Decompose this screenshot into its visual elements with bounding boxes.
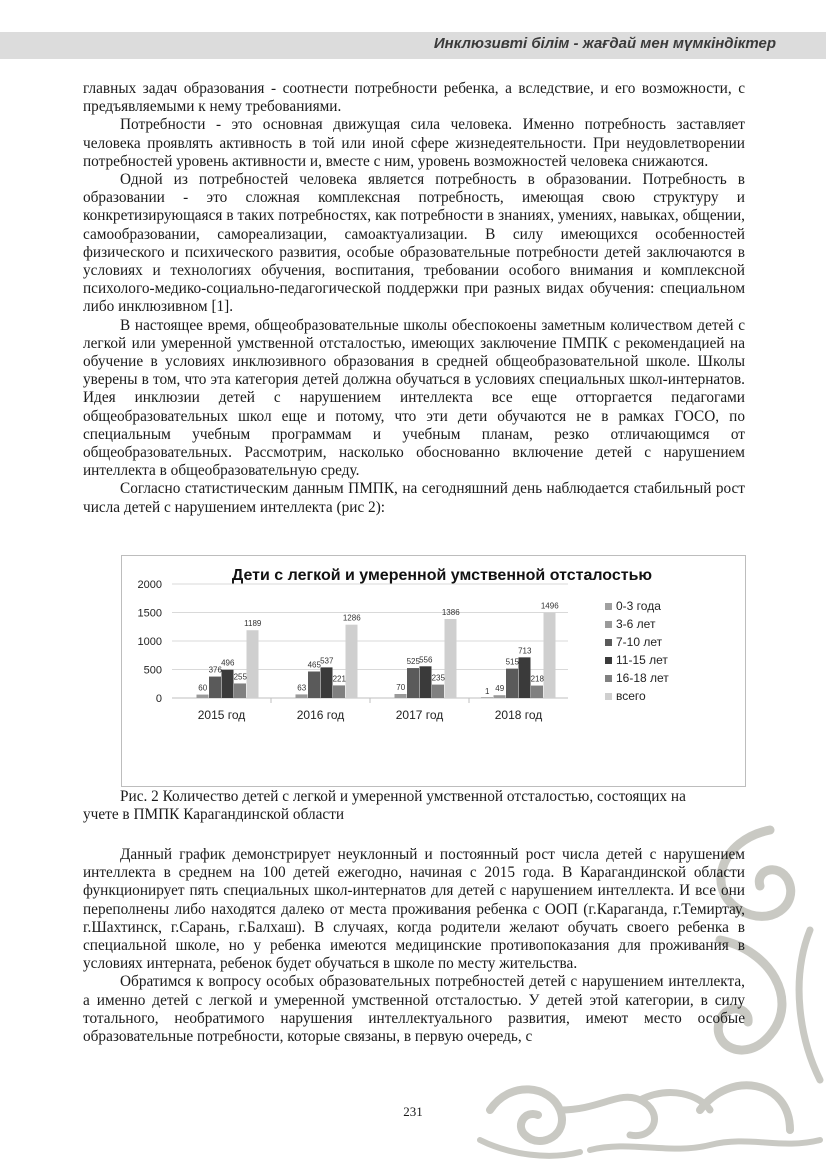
bar — [234, 683, 246, 698]
bar — [395, 694, 407, 698]
bar — [531, 686, 543, 698]
body-text-top — [83, 80, 745, 517]
data-label: 49 — [495, 684, 505, 694]
bar — [407, 668, 419, 698]
data-label: 70 — [396, 683, 406, 693]
caption-line-2: учете в ПМПК Карагандинской области — [83, 806, 345, 824]
x-tick-label: 2016 год — [296, 708, 345, 722]
data-label: 537 — [320, 656, 334, 666]
bar — [197, 695, 209, 698]
paragraph: Согласно статистическим данным ПМПК, на сегодняшний день наблюдается стабильный рост числа детей с нарушением интеллекта (рис 2): — [83, 480, 745, 516]
bar — [432, 685, 444, 698]
legend-swatch — [605, 639, 612, 646]
data-label: 63 — [297, 683, 307, 693]
data-label: 60 — [198, 683, 208, 693]
legend-swatch — [605, 621, 612, 628]
paragraph: Данный график демонстрирует неуклонный и постоянный рост числа детей с нарушением интеллекта в среднем на 100 детей ежегодно, начиная с 2015 года. В Карагандинской области функционирует пять специальных школ-интернатов для детей с нарушением интеллекта. И все они переполнены либо находятся далеко от места проживания ребенка с ООП (г.Караганда, г.Темиртау, г.Шахтинск, г.Сарань, г.Балхаш). В случаях, когда родители желают обучать своего ребенка в специальной школе, но у ребенка имеются медицинские противопоказания для проживания в условиях интерната, ребенок будет обучаться в школе по месту жительства. — [83, 846, 745, 973]
bar — [321, 667, 333, 698]
legend-label: 11-15 лет — [616, 653, 668, 667]
legend-label: всего — [616, 689, 646, 703]
bar — [247, 630, 259, 698]
bar — [544, 613, 556, 698]
caption-line-1: Рис. 2 Количество детей с легкой и умеренной умственной отсталостью, состоящих на — [120, 788, 686, 805]
legend-label: 7-10 лет — [616, 635, 663, 649]
paragraph: Потребности - это основная движущая сила человека. Именно потребность заставляет человека проявлять активность в той или иной сфере жизнедеятельности. При неудовлетворении потребностей уровень активности и, вместе с ним, уровень возможностей человека снижаются. — [83, 116, 745, 170]
data-label: 496 — [221, 658, 235, 668]
bar — [222, 670, 234, 698]
data-label: 1386 — [441, 607, 460, 617]
chart-title: Дети с легкой и умеренной умственной отсталостью — [231, 567, 653, 584]
legend-swatch — [605, 675, 612, 682]
bar — [481, 697, 493, 698]
legend-swatch — [605, 693, 612, 700]
legend-label: 0-3 года — [616, 599, 661, 613]
data-label: 713 — [518, 646, 532, 656]
data-label: 1286 — [342, 613, 361, 623]
y-tick-label: 1500 — [137, 607, 162, 620]
bar — [420, 666, 432, 698]
data-label: 525 — [406, 657, 420, 667]
y-tick-label: 500 — [143, 664, 162, 677]
bar — [296, 694, 308, 698]
paragraph: Обратимся к вопросу особых образовательных потребностей детей с нарушением интеллекта, а именно детей с легкой и умеренной умственной отсталостью. У детей этой категории, в силу тотального, необратимого нарушения интеллектуального развития, имеют место особые образовательные потребности, которые связаны, в первую очередь, с — [83, 973, 745, 1046]
y-tick-label: 0 — [155, 693, 162, 705]
data-label: 515 — [505, 657, 519, 667]
chart-canvas — [122, 556, 745, 786]
legend-swatch — [605, 657, 612, 664]
data-label: 235 — [431, 673, 445, 683]
bar — [333, 685, 345, 698]
legend-label: 3-6 лет — [616, 617, 656, 631]
data-label: 465 — [307, 660, 321, 670]
paragraph: главных задач образования - соотнести потребности ребенка, а вследствие, и его возможности, с предъявляемыми к нему требованиями. — [83, 80, 745, 116]
y-tick-label: 2000 — [137, 579, 162, 591]
page-number: 231 — [403, 1104, 423, 1119]
data-label: 218 — [530, 674, 544, 684]
x-tick-label: 2018 год — [494, 708, 543, 722]
data-label: 1189 — [244, 619, 262, 629]
header-title: Инклюзивті білім - жағдай мен мүмкіндіктер — [433, 35, 776, 52]
bar — [209, 677, 221, 698]
running-header — [0, 32, 826, 59]
body-text-bottom — [83, 846, 745, 1046]
paragraph: В настоящее время, общеобразовательные школы обеспокоены заметным количеством детей с легкой или умеренной умственной отсталостью, имеющих заключение ПМПК с рекомендацией на обучение в условиях инклюзивного образования в средней общеобразовательной школе. Школы уверены в том, что эта категория детей должна обучаться в условиях специальных школ-интернатов. Идея инклюзии детей с нарушением интеллекта все еще отторгается педагогами общеобразовательных школ еще и потому, что эти дети обучаются не в рамках ГОСО, по специальным учебным программам и учебным планам, резко отличающимся от общеобразовательных. Рассмотрим, насколько обоснованно включение детей с нарушением интеллекта в общеобразовательную среду. — [83, 316, 745, 480]
data-label: 556 — [419, 655, 433, 665]
data-label: 376 — [208, 665, 222, 675]
bar-chart — [121, 555, 746, 787]
legend-label: 16-18 лет — [616, 671, 669, 685]
bar — [494, 695, 506, 698]
x-tick-label: 2015 год — [197, 708, 246, 722]
data-label: 1 — [485, 686, 490, 696]
data-label: 255 — [233, 672, 247, 682]
bar — [445, 619, 457, 698]
bar — [308, 671, 320, 698]
data-label: 1496 — [540, 601, 559, 611]
x-tick-label: 2017 год — [395, 708, 444, 722]
y-tick-label: 1000 — [137, 636, 162, 648]
paragraph: Одной из потребностей человека является потребность в образовании. Потребность в образовании - это сложная комплексная потребность, имеющая свою структуру и конкретизирующаяся в таких потребностях, как потребности в знаниях, умениях, навыках, общении, самообразовании, самореализации, самоактуализации. В силу имеющихся особенностей физического и психического развития, особые образовательные потребности детей заключаются в условиях и технологиях обучения, воспитания, требовании особого внимания и комплексной психолого-медико-социально-педагогической поддержки при разных видах обучения: специальном либо инклюзивном [1]. — [83, 171, 745, 316]
legend-swatch — [605, 603, 612, 610]
bar — [519, 657, 531, 698]
bar — [346, 625, 358, 698]
data-label: 221 — [332, 674, 346, 684]
bar — [506, 669, 518, 698]
figure-caption — [83, 788, 745, 824]
